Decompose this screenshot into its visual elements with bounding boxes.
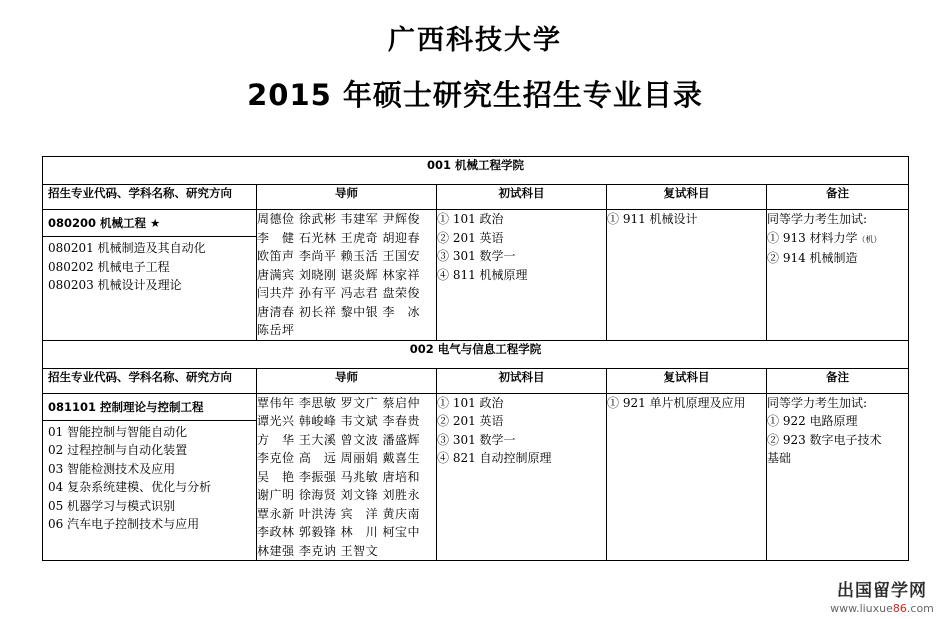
retest-subject-cell xyxy=(607,210,767,341)
watermark-url: www.liuxue86.com xyxy=(830,602,934,615)
header-c2: 初试科目 xyxy=(437,185,607,210)
header-c3: 复试科目 xyxy=(607,368,767,393)
research-direction: 01 智能控制与智能自动化 xyxy=(48,424,188,439)
watermark xyxy=(818,582,946,618)
major-name: 081101 控制理论与控制工程 xyxy=(43,394,256,421)
retest-subject-cell xyxy=(607,393,767,561)
note-line xyxy=(767,431,908,450)
major-cell xyxy=(43,393,257,561)
note-text: ① 913 材料力学 xyxy=(767,230,858,245)
research-direction: 03 智能检测技术及应用 xyxy=(48,461,176,476)
exam-subject-line: ④ 811 机械原理 xyxy=(437,267,528,282)
exam-subject-line: ② 201 英语 xyxy=(437,230,504,245)
notes-cell xyxy=(767,210,909,341)
watermark-brand: 出国留学网 xyxy=(837,581,927,601)
advisor-line: 林建强 李克讷 王智文 xyxy=(257,543,379,558)
research-direction: 080201 机械制造及其自动化 xyxy=(48,241,206,255)
advisor-cell xyxy=(257,393,437,561)
note-line xyxy=(767,249,908,268)
header-c2: 初试科目 xyxy=(437,368,607,393)
advisor-line: 覃伟年 李思敏 罗文广 蔡启仲 xyxy=(257,395,420,410)
advisor-line: 陈岳坪 xyxy=(257,323,295,337)
exam-subject-cell xyxy=(437,210,607,341)
header-row xyxy=(43,185,909,210)
note-line xyxy=(767,412,908,431)
header-c1: 导师 xyxy=(257,185,437,210)
note-text: ② 914 机械制造 xyxy=(767,251,858,265)
major-cell xyxy=(43,210,257,341)
research-direction: 05 机器学习与模式识别 xyxy=(48,498,176,513)
advisor-line: 覃永新 叶洪涛 宾 洋 黄庆南 xyxy=(257,506,420,521)
header-c1: 导师 xyxy=(257,368,437,393)
advisor-line: 唐清春 初长祥 黎中银 李 冰 xyxy=(257,304,420,319)
exam-subject-line: ① 101 政治 xyxy=(437,212,504,226)
section-title-row xyxy=(43,340,909,368)
research-direction: 06 汽车电子控制技术与应用 xyxy=(48,517,200,531)
research-directions xyxy=(43,237,256,297)
research-directions xyxy=(43,421,256,536)
research-direction: 080203 机械设计及理论 xyxy=(48,278,182,292)
header-c4: 备注 xyxy=(767,185,909,210)
advisor-line: 李克俭 高 远 周丽娟 戴喜生 xyxy=(257,451,420,465)
advisor-line: 李政林 郭毅锋 林 川 柯宝中 xyxy=(257,525,420,539)
header-c0: 招生专业代码、学科名称、研究方向 xyxy=(43,368,257,393)
note-line xyxy=(767,449,908,468)
exam-subject-line: ① 101 政治 xyxy=(437,395,504,410)
university-title: 广西科技大学 xyxy=(388,25,562,56)
advisor-cell xyxy=(257,210,437,341)
program-row xyxy=(43,393,909,561)
note-line xyxy=(767,394,908,413)
advisor-line: 吴 艳 李振强 马兆敏 唐培和 xyxy=(257,469,420,484)
catalog-title: 2015 年硕士研究生招生专业目录 xyxy=(247,78,703,112)
research-direction: 04 复杂系统建模、优化与分析 xyxy=(48,480,212,494)
advisor-line: 方 华 王大溪 曾文波 潘盛辉 xyxy=(257,432,420,447)
exam-subject-line: ③ 301 数学一 xyxy=(437,432,516,447)
advisor-line: 谭光兴 韩峻峰 韦文斌 李春贵 xyxy=(257,414,420,428)
note-suffix: （机） xyxy=(857,234,882,244)
note-text: 基础 xyxy=(767,451,792,465)
header-c3: 复试科目 xyxy=(607,185,767,210)
header-c0: 招生专业代码、学科名称、研究方向 xyxy=(43,185,257,210)
retest-subject-line: ① 911 机械设计 xyxy=(607,212,698,226)
section-title-row xyxy=(43,157,909,185)
header-c4: 备注 xyxy=(767,368,909,393)
program-catalog-table xyxy=(42,156,909,561)
advisor-line: 闫共芹 孙有平 冯志君 盘荣俊 xyxy=(257,286,420,300)
note-text: 同等学力考生加试: xyxy=(767,212,868,226)
advisor-line: 谢广明 徐海贤 刘文锋 刘胜永 xyxy=(257,488,420,502)
advisor-line: 周德俭 徐武彬 韦建军 尹辉俊 xyxy=(257,212,420,226)
advisor-line: 李 健 石光林 王虎奇 胡迎春 xyxy=(257,230,420,245)
program-row xyxy=(43,210,909,341)
major-name: 080200 机械工程 ★ xyxy=(43,210,256,237)
section-title: 002 电气与信息工程学院 xyxy=(43,340,909,368)
header-row xyxy=(43,368,909,393)
exam-subject-line: ② 201 英语 xyxy=(437,414,504,428)
retest-subject-line: ① 921 单片机原理及应用 xyxy=(607,395,746,410)
research-direction: 080202 机械电子工程 xyxy=(48,259,170,274)
note-text: ② 923 数字电子技术 xyxy=(767,432,882,447)
note-line xyxy=(767,210,908,229)
exam-subject-line: ③ 301 数学一 xyxy=(437,249,516,263)
research-direction: 02 过程控制与自动化装置 xyxy=(48,443,188,457)
note-line xyxy=(767,229,908,250)
advisor-line: 唐满宾 刘晓刚 谌炎辉 林家祥 xyxy=(257,267,420,282)
advisor-line: 欧笛声 李尚平 赖玉活 王国安 xyxy=(257,249,420,263)
exam-subject-cell xyxy=(437,393,607,561)
note-text: 同等学力考生加试: xyxy=(767,395,868,410)
note-text: ① 922 电路原理 xyxy=(767,414,858,428)
exam-subject-line: ④ 821 自动控制原理 xyxy=(437,451,552,465)
section-title: 001 机械工程学院 xyxy=(43,157,909,185)
notes-cell xyxy=(767,393,909,561)
